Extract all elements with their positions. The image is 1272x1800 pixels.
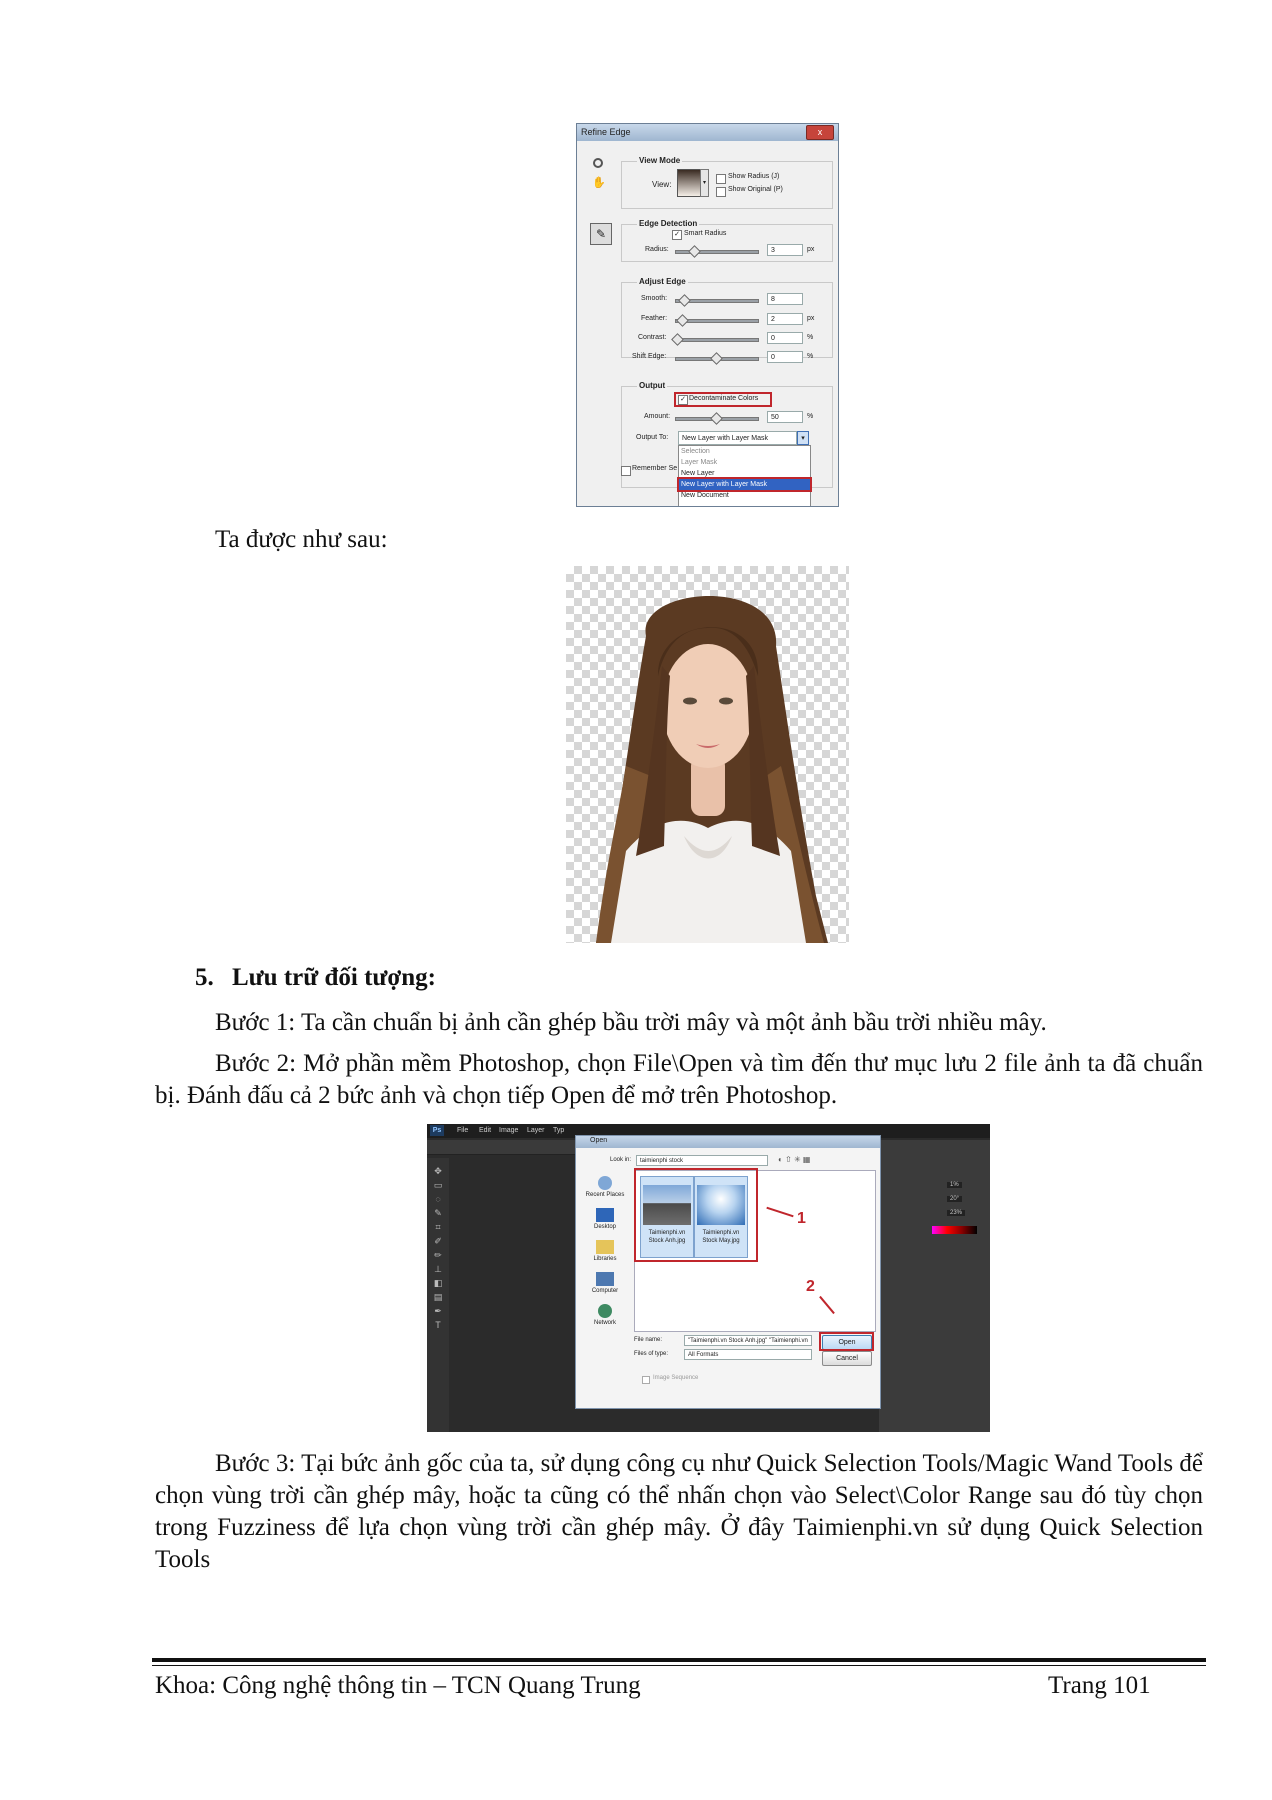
color-swatch-strip [932,1226,977,1234]
decontaminate-label: Decontaminate Colors [689,395,759,402]
show-original-checkbox[interactable] [716,187,726,197]
look-in-select[interactable]: taimienphi stock [636,1155,768,1166]
move-tool-icon[interactable]: ✥ [434,1166,442,1176]
adjust-edge-title: Adjust Edge [639,277,686,286]
pen-tool-icon[interactable]: ✒ [434,1306,442,1316]
menu-edit[interactable]: Edit [479,1127,492,1134]
section-title: Lưu trữ đối tượng: [232,964,437,991]
quick-selection-tool-icon[interactable]: ✎ [434,1208,442,1218]
contrast-unit: % [807,334,814,341]
contrast-label: Contrast: [638,334,667,341]
radius-input[interactable]: 3 [767,244,803,256]
chevron-down-icon[interactable]: ▾ [797,431,809,445]
output-to-label: Output To: [636,434,669,441]
remember-settings-label: Remember Se [632,465,678,472]
step-1-paragraph: Bước 1: Ta cần chuẩn bị ảnh cần ghép bầu trời mây và một ảnh bầu trời nhiều mây. [215,1009,1047,1036]
amount-label: Amount: [644,413,671,420]
brush-tool-icon[interactable]: ✏ [434,1250,442,1260]
edge-detection-title: Edge Detection [639,219,698,228]
close-button[interactable]: x [806,125,834,140]
section-number: 5. [195,964,214,991]
files-highlight-box [634,1168,758,1262]
place-libraries[interactable] [580,1240,630,1262]
caption-result: Ta được như sau: [215,526,388,553]
smart-radius-checkbox[interactable]: ✓ [672,230,682,240]
menu-type[interactable]: Typ [553,1127,565,1134]
show-original-label: Show Original (P) [728,186,783,193]
feather-input[interactable]: 2 [767,313,803,325]
look-in-label: Look in: [610,1157,632,1163]
recent-places-icon [598,1176,612,1190]
menu-image[interactable]: Image [499,1127,519,1134]
place-desktop[interactable] [580,1208,630,1230]
place-network-label: Network [593,1320,616,1326]
gradient-tool-icon[interactable]: ▤ [433,1292,443,1302]
output-dropdown-list [678,445,811,507]
option-selection[interactable]: Selection [681,448,710,455]
image-sequence-checkbox[interactable] [642,1376,650,1384]
result-photo [566,566,849,943]
shift-edge-unit: % [807,353,814,360]
crop-tool-icon[interactable]: ⌗ [435,1222,441,1232]
view-label: View: [652,180,672,189]
image-sequence-label: Image Sequence [653,1375,699,1381]
file-name-1: Taimienphi.vn Stock Anh.jpg [648,1230,686,1244]
section-heading [195,962,436,994]
smooth-input[interactable]: 8 [767,293,803,305]
computer-icon [596,1272,614,1286]
panel-value-3: 23% [947,1210,965,1216]
network-icon [598,1304,612,1318]
panel-value-2: 20° [947,1196,962,1202]
footer-page-number: Trang 101 [1048,1672,1151,1699]
show-radius-checkbox[interactable] [716,174,726,184]
contrast-slider[interactable] [675,338,759,342]
decontaminate-checkbox[interactable]: ✓ [678,395,688,405]
photoshop-screenshot [427,1124,990,1432]
option-new-layer-with-mask[interactable]: New Layer with Layer Mask [679,479,810,490]
file-name-2: Taimienphi.vn Stock May.jpg [702,1230,740,1244]
marker-1: 1 [797,1210,806,1227]
shift-edge-label: Shift Edge: [632,353,667,360]
place-recent[interactable] [580,1176,630,1198]
stamp-tool-icon[interactable]: ⊥ [434,1264,442,1274]
marquee-tool-icon[interactable]: ▭ [433,1180,443,1190]
remember-settings-checkbox[interactable] [621,466,631,476]
open-dialog-title: Open [590,1137,608,1144]
feather-unit: px [807,315,815,322]
menu-file[interactable]: File [457,1127,469,1134]
show-radius-label: Show Radius (J) [728,173,780,180]
place-computer[interactable] [580,1272,630,1294]
girl-cutout-image [566,566,849,943]
eraser-tool-icon[interactable]: ◧ [433,1278,443,1288]
smart-radius-label: Smart Radius [684,230,727,237]
zoom-tool-icon[interactable] [593,158,603,168]
hand-tool-icon[interactable]: ✋ [592,177,606,189]
file-name-label: File name: [634,1337,663,1343]
amount-input[interactable]: 50 [767,411,803,423]
contrast-input[interactable]: 0 [767,332,803,344]
place-recent-label: Recent Places [585,1192,625,1198]
libraries-icon [596,1240,614,1254]
nav-toolbar-icons[interactable]: ◐ ⇧ ✳ ▦ [778,1155,811,1164]
files-of-type-select[interactable]: All Formats [684,1349,812,1360]
open-button-highlight [819,1332,874,1351]
place-computer-label: Computer [591,1288,619,1294]
chevron-down-icon[interactable]: ▾ [700,169,709,197]
option-new-document[interactable]: New Document [681,492,729,499]
open-button[interactable]: Open [822,1335,872,1350]
option-new-layer[interactable]: New Layer [681,470,715,477]
place-libraries-label: Libraries [593,1256,617,1262]
file-name-input[interactable]: "Taimienphi.vn Stock Anh.jpg" "Taimienphi.vn [684,1335,812,1346]
refine-radius-tool-icon[interactable]: ✎ [590,223,612,245]
edge-detection-group [621,224,833,262]
places-bar [580,1170,630,1360]
place-network[interactable] [580,1304,630,1326]
open-dialog-titlebar [576,1136,880,1148]
feather-label: Feather: [641,315,668,322]
view-thumbnail[interactable] [677,169,701,197]
view-mode-title: View Mode [639,156,681,165]
eyedropper-tool-icon[interactable]: ✐ [434,1236,442,1246]
footer-rule-thick [152,1658,1206,1662]
type-tool-icon[interactable]: T [435,1320,441,1330]
panel-value-1: 1% [947,1182,962,1188]
dialog-title: Refine Edge [581,127,631,137]
shift-edge-input[interactable]: 0 [767,351,803,363]
option-layer-mask[interactable]: Layer Mask [681,459,718,466]
open-dialog [575,1135,881,1409]
dialog-titlebar [577,124,838,141]
output-to-select[interactable]: New Layer with Layer Mask [678,431,797,445]
refine-edge-dialog [576,123,839,507]
radius-label: Radius: [645,246,669,253]
step-3-paragraph: Bước 3: Tại bức ảnh gốc của ta, sử dụng công cụ như Quick Selection Tools/Magic Wand Tools để chọn vùng trời cần ghép mây, hoặc ta cũng có thể nhấn chọn vào Select\Color Range sau đó tùy chọn trong Fuzziness để lựa chọn vùng trời cần ghép mây. Ở đây Taimienphi.vn sử dụng Quick Selection Tools [155,1450,1203,1573]
smooth-label: Smooth: [641,295,668,302]
footer-rule-thin [152,1665,1206,1666]
output-title: Output [639,381,666,390]
amount-unit: % [807,413,814,420]
marker-2: 2 [806,1278,815,1295]
ps-right-panel [879,1140,990,1432]
ps-logo: Ps [430,1125,444,1136]
step-2-paragraph: Bước 2: Mở phần mềm Photoshop, chọn File\Open và tìm đến thư mục lưu 2 file ảnh ta đã chuẩn bị. Đánh đấu cả 2 bức ảnh và chọn tiếp Open để mở trên Photoshop. [155,1050,1203,1109]
files-of-type-label: Files of type: [634,1351,669,1357]
radius-unit: px [807,246,815,253]
cancel-button[interactable]: Cancel [822,1351,872,1366]
place-desktop-label: Desktop [593,1224,616,1230]
menu-layer[interactable]: Layer [527,1127,545,1134]
footer-left: Khoa: Công nghệ thông tin – TCN Quang Trung [155,1672,641,1699]
desktop-icon [596,1208,614,1222]
lasso-tool-icon[interactable]: ◌ [435,1194,441,1204]
